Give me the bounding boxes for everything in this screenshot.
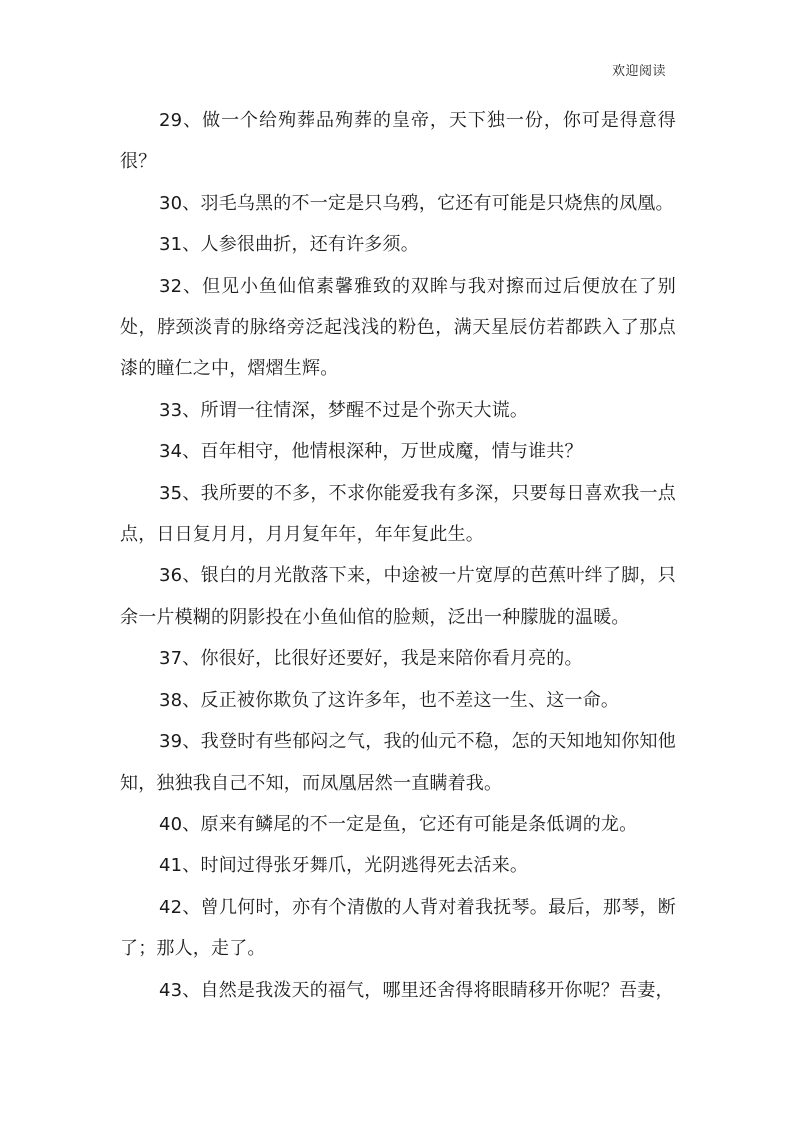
- paragraph-41: 41、时间过得张牙舞爪，光阴逃得死去活来。: [159, 855, 529, 877]
- paragraph-40: 40、原来有鳞尾的不一定是鱼，它还有可能是条低调的龙。: [159, 813, 638, 835]
- paragraph-36: 36、银白的月光散落下来，中途被一片宽厚的芭蕉叶绊了脚，只余一片模糊的阴影投在小鱼仙倌的脸颊，泛出一种朦胧的温暖。: [120, 565, 676, 628]
- paragraph-43: 43、自然是我泼天的福气，哪里还舍得将眼睛移开你呢？吾妻，: [159, 979, 674, 1001]
- paragraph-42: 42、曾几何时，亦有个清傲的人背对着我抚琴。最后，那琴，断了；那人，走了。: [120, 896, 676, 960]
- paragraph-31: 31、人参很曲折，还有许多须。: [159, 234, 419, 256]
- page-header: 欢迎阅读: [611, 64, 666, 79]
- paragraph-32: 32、但见小鱼仙倌素馨雅致的双眸与我对擦而过后便放在了别处，脖颈淡青的脉络旁泛起浅浅的粉色，满天星辰仿若都跌入了那点漆的瞳仁之中，熠熠生辉。: [120, 275, 676, 380]
- document-body: [120, 100, 676, 1011]
- paragraph-35: 35、我所要的不多，不求你能爱我有多深，只要每日喜欢我一点点，日日复月月，月月复年年，年年复此生。: [120, 482, 676, 546]
- paragraph-37: 37、你很好，比很好还要好，我是来陪你看月亮的。: [159, 648, 583, 670]
- paragraph-33: 33、所谓一往情深，梦醒不过是个弥天大谎。: [159, 399, 529, 421]
- paragraph-29: 29、做一个给殉葬品殉葬的皇帝，天下独一份，你可是得意得很？: [120, 110, 676, 173]
- paragraph-38: 38、反正被你欺负了这许多年，也不差这一生、这一命。: [159, 689, 620, 711]
- paragraph-34: 34、百年相守，他情根深种，万世成魔，情与谁共？: [159, 441, 583, 463]
- paragraph-30: 30、羽毛乌黑的不一定是只乌鸦，它还有可能是只烧焦的凤凰。: [159, 192, 674, 214]
- paragraph-39: 39、我登时有些郁闷之气，我的仙元不稳，怎的天知地知你知他知，独独我自己不知，而凤凰居然一直瞒着我。: [120, 731, 676, 794]
